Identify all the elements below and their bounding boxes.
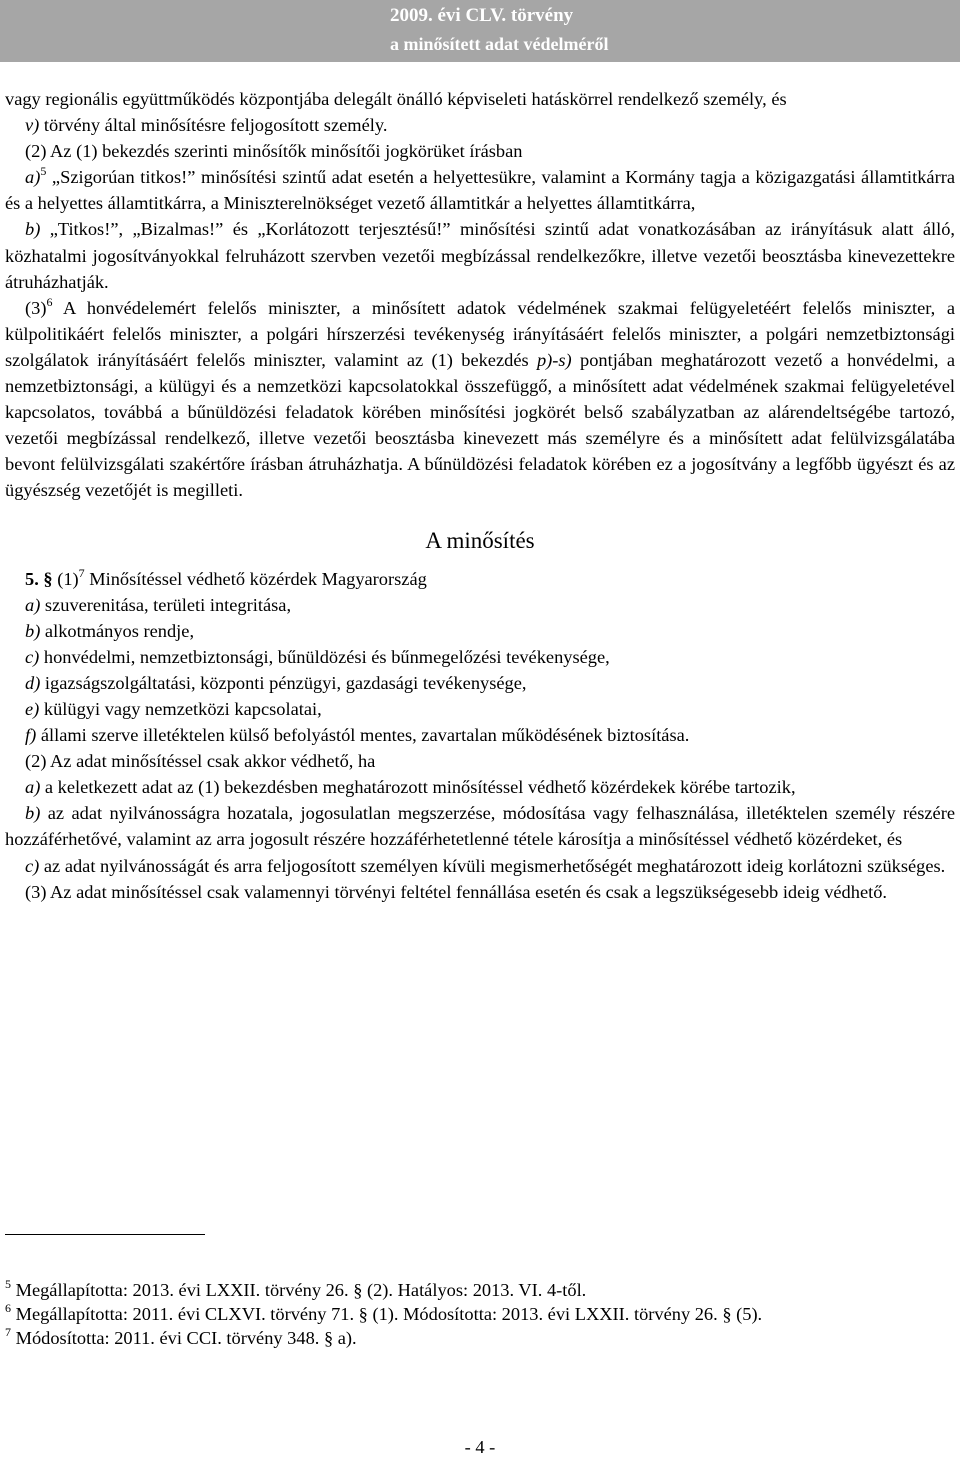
footnote: $^7$ Módosította: 2011. évi CCI. törvény 348. § a). — [5, 1325, 357, 1348]
paragraph: vagy regionális együttműködés központjába delegált önálló képviseleti hatáskörrel rendelkező személy, és — [5, 89, 787, 109]
paragraph: a)$^5$ „Szigorúan titkos!” minősítési szintű adat esetén a helyettesükre, valamint a Kormány tagja a közigazgatási államtitkárra és a helyettes államtitkárra, a Miniszterelnökséget vezető államtitkár a helyettes államtitkárra, — [5, 164, 955, 214]
list-item: c) honvédelmi, nemzetbiztonsági, bűnüldözési és bűnmegelőzési tevékenysége, — [25, 646, 610, 667]
page-number: - 4 - — [464, 1437, 496, 1457]
footnote-separator — [5, 1234, 205, 1235]
document-body — [5, 86, 955, 905]
paragraph: $(3)^6$ A honvédelemért felelős miniszter, a minősített adatok védelmének szakmai felügyeletéért felelős miniszter, a külpolitikáért felelős miniszter, a polgári hírszerzési tevékenység irányításáért felelős miniszter, a polgári nemzetbiztonsági szolgálatok irányításáért felelős miniszter, valamint az (1) bekezdés p)-s) pontjában meghatározott vezető a honvédelmi, a nemzetbiztonsági, a külügyi és a nemzetközi kapcsolatokkal összefüggő, a minősített adat védelmének szakmai felügyeletével kapcsolatos, továbbá a bűnüldözési feladatok körében minősítési jogkörét belső szabályzatban az alárendeltségébe tartozó, vezetői megbízással rendelkező, illetve vezetői beosztásba kinevezett más személyre és a minősített adat felülvizsgálatába bevont felülvizsgálati szakértőre írásban átruházhatja. A bűnüldözési feladatok körében ez a jogosítvány a legfőbb ügyészt és az ügyészség vezetőjét is megilleti. — [5, 294, 955, 501]
section-title: A minősítés — [425, 527, 535, 553]
list-item: a) a keletkezett adat az (1) bekezdésben meghatározott minősítéssel védhető közérdekek körébe tartozik, — [25, 777, 796, 798]
paragraph: (2) Az adat minősítéssel csak akkor védhető, ha — [25, 751, 376, 772]
footnote-ref: 5 — [40, 164, 47, 179]
section-5-heading: 5. § $(1)^7$ Minősítéssel védhető közérdek Magyarország — [25, 565, 427, 589]
footnotes — [5, 1278, 955, 1350]
header-title: 2009. évi CLV. törvény — [390, 5, 574, 26]
page-header — [0, 0, 960, 62]
paragraph: (3) Az adat minősítéssel csak valamennyi törvényi feltétel fennállása esetén és csak a legszükségesebb ideig védhető. — [25, 881, 888, 902]
list-item: d) igazságszolgáltatási, központi pénzügyi, gazdasági tevékenysége, — [25, 672, 527, 693]
footnote: $^5$ Megállapította: 2013. évi LXXII. törvény 26. § (2). Hatályos: 2013. VI. 4-től. — [5, 1277, 587, 1300]
list-item: b) alkotmányos rendje, — [25, 620, 195, 641]
footnote-ref: 7 — [78, 565, 85, 580]
list-item: e) külügyi vagy nemzetközi kapcsolatai, — [25, 698, 322, 719]
list-item: a) szuverenitása, területi integritása, — [25, 594, 292, 615]
paragraph: v) törvény által minősítésre feljogosított személy. — [25, 115, 388, 136]
list-item: c) az adat nyilvánosságát és arra feljogosított személyen kívüli megismerhetőségét meghatározott ideig korlátozni szükséges. — [25, 855, 946, 876]
list-item: b) az adat nyilvánosságra hozatala, jogosulatlan megszerzése, módosítása vagy felhasználása, illetéktelen személy részére hozzáférhetővé, valamint az arra jogosult részére hozzáférhetetlenné tétele károsítja a minősítéssel védhető közérdeket, és — [5, 803, 955, 850]
footnote: $^6$ Megállapította: 2011. évi CLXVI. törvény 71. § (1). Módosította: 2013. évi LXXII. törvény 26. § (5). — [5, 1301, 763, 1324]
header-subtitle: a minősített adat védelméről — [390, 34, 609, 54]
list-item: f) állami szerve illetéktelen külső befolyástól mentes, zavartalan működésének biztosítása. — [25, 725, 690, 746]
paragraph: (2) Az (1) bekezdés szerinti minősítők minősítői jogkörüket írásban — [25, 141, 523, 162]
footnote-ref: 6 — [46, 294, 53, 309]
paragraph: b) „Titkos!”, „Bizalmas!” és „Korlátozott terjesztésű!” minősítési szintű adat vonatkozásában az irányításuk alatt álló, közhatalmi jogosítványokkal felruházott szervben vezetői megbízással rendelkezőkre, illetve vezetői beosztásba kinevezettekre átruházhatják. — [5, 219, 955, 292]
